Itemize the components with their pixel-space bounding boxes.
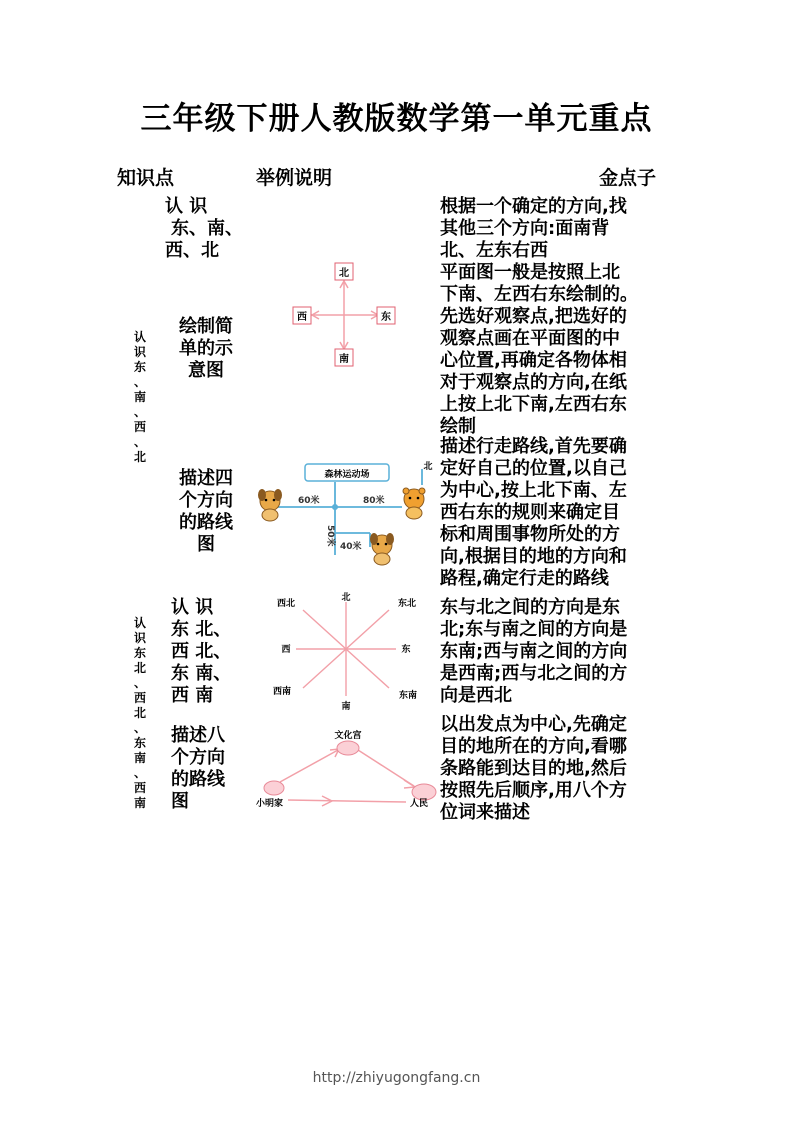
people-label: 人民 (410, 799, 429, 809)
place-label: 森林运动场 (324, 470, 370, 480)
distance-40: 40米 (340, 542, 362, 552)
compass-eight-diagram (266, 588, 426, 714)
compass-south-label: 南 (339, 354, 349, 365)
compass-east-label: 东 (381, 312, 391, 323)
c8-east: 东 (401, 645, 411, 655)
compass-west-label: 西 (297, 312, 307, 323)
topic-describe-eight-route: 描述八 个方向 的路线 图 (171, 725, 225, 812)
c8-north: 北 (341, 593, 351, 603)
c8-south: 南 (341, 702, 351, 712)
route-north-label: 北 (423, 462, 433, 472)
header-example: 举例说明 (256, 167, 333, 189)
tip-identify-four: 根据一个确定的方向,找 其他三个方向:面南背 北、左东右西 (440, 196, 627, 261)
culture-palace-label: 文化宫 (334, 731, 362, 741)
distance-50: 50米 (325, 525, 335, 547)
tip-describe-four-route: 描述行走路线,首先要确 定好自己的位置,以自己 为中心,按上北下南、左 西右东的规则来确定目 标和周围事物所处的方 向,根据目的地的方向和 路程,确定行走的路线 (440, 436, 627, 589)
route-four-diagram (252, 455, 438, 573)
distance-80: 80米 (363, 496, 385, 506)
c8-west: 西 (281, 645, 291, 655)
header-knowledge: 知识点 (117, 167, 175, 189)
tip-identify-eight: 东与北之间的方向是东 北;东与南之间的方向是 东南;西与南之间的方向 是西南;西与北之间的方 向是西北 (440, 597, 628, 706)
topic-describe-four-route: 描述四 个方向 的路线 图 (179, 468, 233, 555)
group-label-1: 认 识 东 、 南 、 西 、 北 (133, 330, 146, 464)
page-title: 三年级下册人教版数学第一单元重点 (140, 101, 653, 137)
c8-northwest: 西北 (276, 599, 296, 609)
topic-identify-four: 认 识 东、南、 西、北 (165, 196, 243, 261)
group-label-2: 认 识 东 北 、 西 北 、 东 南 、 西 南 (133, 616, 146, 810)
tip-draw-sketch: 平面图一般是按照上北 下南、左西右东绘制的。 先选好观察点,把选好的 观察点画在平面图的中 心位置,再确定各物体相 对于观察点的方向,在纸 上按上北下南,左西右东 绘制 (440, 262, 638, 437)
distance-60: 60米 (298, 496, 320, 506)
tip-describe-eight-route: 以出发点为中心,先确定 目的地所在的方向,看哪 条路能到达目的地,然后 按照先后顺序,用八个方 位词来描述 (440, 714, 627, 823)
compass-north-label: 北 (339, 268, 349, 279)
header-tips: 金点子 (599, 167, 657, 189)
topic-identify-eight: 认 识 东 北、 西 北、 东 南、 西 南 (171, 597, 232, 706)
route-eight-diagram (252, 722, 438, 814)
footer-url[interactable]: http://zhiyugongfang.cn (312, 1070, 481, 1086)
dog-bottom-icon (370, 533, 394, 565)
c8-southwest: 西南 (272, 687, 292, 697)
c8-northeast: 东北 (397, 599, 417, 609)
topic-draw-sketch: 绘制简 单的示 意图 (179, 316, 233, 381)
compass-four-diagram (285, 258, 405, 370)
xiaoming-home-label: 小明家 (256, 799, 284, 809)
tiger-right-icon (403, 488, 425, 519)
dog-left-icon (258, 489, 282, 521)
c8-southeast: 东南 (398, 691, 418, 701)
